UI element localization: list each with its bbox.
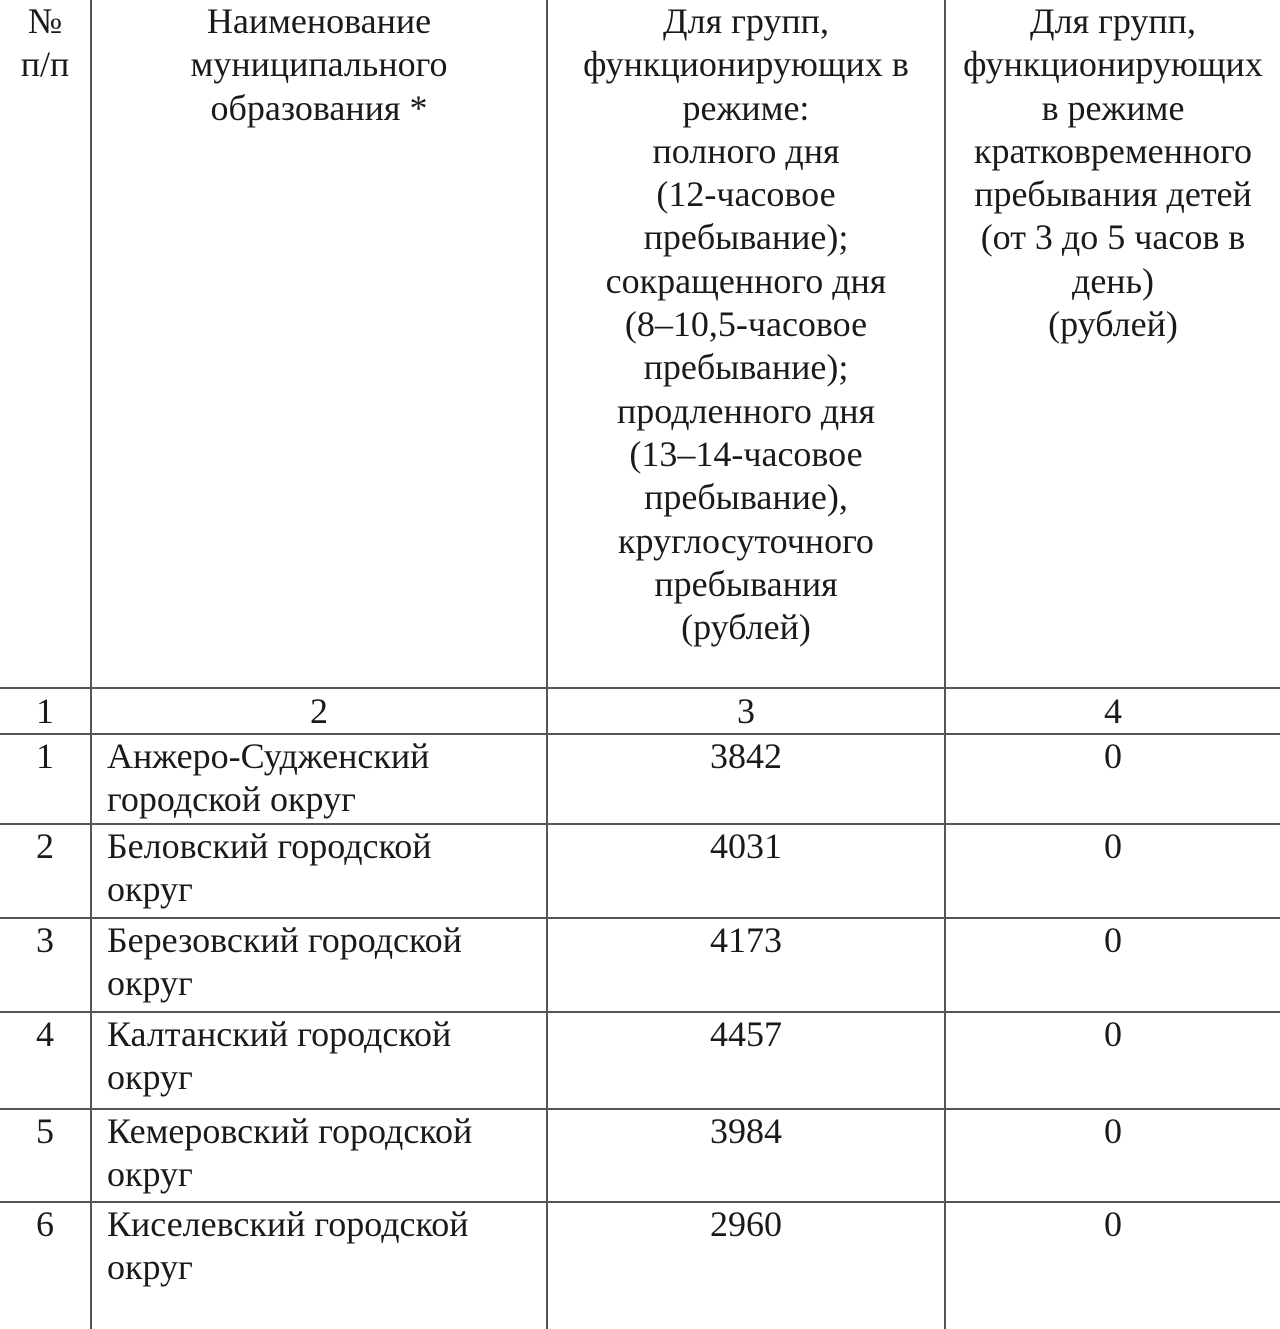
table-row [0, 734, 1280, 824]
header-number: № п/п [0, 0, 91, 688]
short-stay-fee: 0 [945, 734, 1280, 824]
municipality-name: Киселевский городской округ [91, 1202, 547, 1329]
municipality-name: Беловский городской округ [91, 824, 547, 918]
table-row [0, 1202, 1280, 1329]
header-short-stay-groups: Для групп, функционирующих в режиме кратковременного пребывания детей (от 3 до 5 часов в день) (рублей) [945, 0, 1280, 688]
column-number: 3 [547, 688, 945, 734]
column-number: 1 [0, 688, 91, 734]
municipality-name: Березовский городской округ [91, 918, 547, 1012]
short-stay-fee: 0 [945, 1012, 1280, 1109]
row-number: 5 [0, 1109, 91, 1202]
full-day-fee: 3842 [547, 734, 945, 824]
municipality-name: Анжеро-Судженский городской округ [91, 734, 547, 824]
header-full-day-groups: Для групп, функционирующих в режиме: полного дня (12-часовое пребывание); сокращенного дня (8–10,5-часовое пребывание); продленного дня (13–14-часовое пребывание), круглосуточного пребывания (рублей) [547, 0, 945, 688]
full-day-fee: 4457 [547, 1012, 945, 1109]
short-stay-fee: 0 [945, 918, 1280, 1012]
municipality-name: Кемеровский городской округ [91, 1109, 547, 1202]
table-row [0, 1012, 1280, 1109]
short-stay-fee: 0 [945, 1202, 1280, 1329]
full-day-fee: 4173 [547, 918, 945, 1012]
table-row [0, 918, 1280, 1012]
header-municipality: Наименование муниципального образования * [91, 0, 547, 688]
municipality-name: Калтанский городской округ [91, 1012, 547, 1109]
row-number: 2 [0, 824, 91, 918]
table-row [0, 824, 1280, 918]
full-day-fee: 3984 [547, 1109, 945, 1202]
row-number: 6 [36, 1204, 54, 1244]
column-number: 2 [91, 688, 547, 734]
row-number: 3 [0, 918, 91, 1012]
column-number: 4 [945, 688, 1280, 734]
full-day-fee: 2960 [547, 1202, 945, 1329]
row-number: 1 [0, 734, 91, 824]
short-stay-fee: 0 [945, 824, 1280, 918]
table-row [0, 1109, 1280, 1202]
short-stay-fee: 0 [945, 1109, 1280, 1202]
row-number: 4 [0, 1012, 91, 1109]
column-number-row [0, 688, 1280, 734]
full-day-fee: 4031 [547, 824, 945, 918]
